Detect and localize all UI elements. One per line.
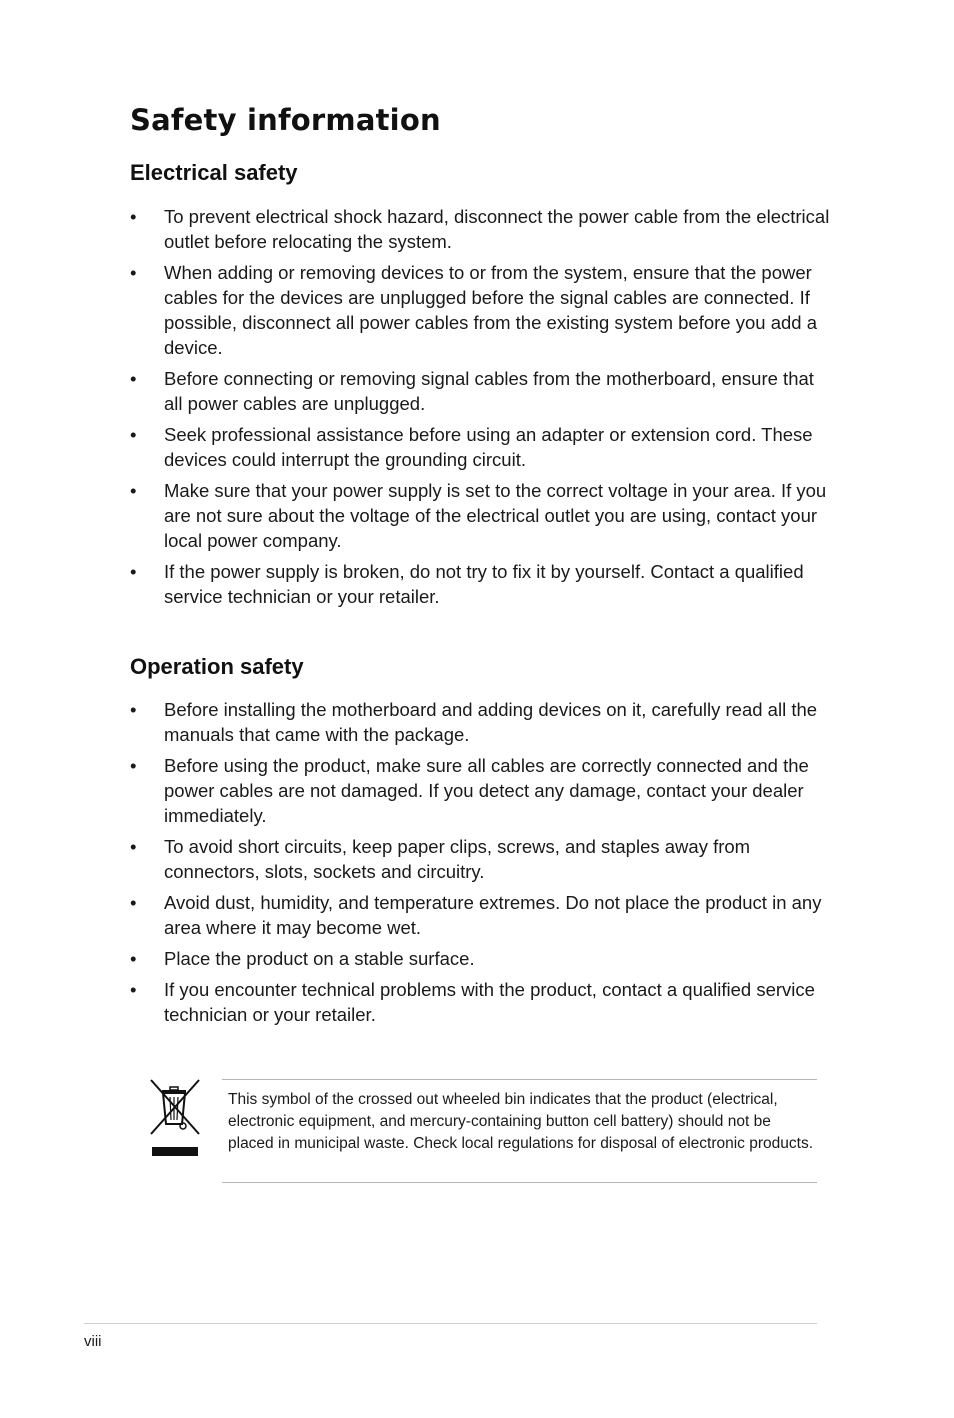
list-item	[130, 260, 830, 360]
list-item-text: Seek professional assistance before using an adapter or extension cord. These devices could interrupt the grounding circuit.	[164, 424, 813, 470]
bullet-icon: •	[130, 979, 137, 1000]
page-number: viii	[84, 1333, 102, 1350]
bullet-icon: •	[130, 480, 137, 501]
list-item	[130, 559, 830, 609]
bullet-icon: •	[130, 206, 137, 227]
electrical-safety-list	[130, 204, 830, 615]
list-item	[130, 834, 830, 884]
list-item	[130, 697, 830, 747]
crossed-out-wheeled-bin-icon	[148, 1078, 202, 1158]
list-item-text: Before connecting or removing signal cables from the motherboard, ensure that all power cables are unplugged.	[164, 368, 814, 414]
electrical-safety-heading: Electrical safety	[130, 160, 298, 185]
list-item-text: Avoid dust, humidity, and temperature extremes. Do not place the product in any area where it may become wet.	[164, 892, 822, 938]
list-item-text: Before installing the motherboard and adding devices on it, carefully read all the manuals that came with the package.	[164, 699, 818, 745]
footer-divider	[84, 1323, 817, 1324]
bullet-icon: •	[130, 561, 137, 582]
bullet-icon: •	[130, 262, 137, 283]
list-item-text: Make sure that your power supply is set to the correct voltage in your area. If you are not sure about the voltage of the electrical outlet you are using, contact your local power company.	[164, 480, 827, 551]
list-item	[130, 422, 830, 472]
bullet-icon: •	[130, 948, 137, 969]
operation-safety-heading: Operation safety	[130, 654, 304, 679]
bullet-icon: •	[130, 836, 137, 857]
bullet-icon: •	[130, 368, 137, 389]
list-item-text: Before using the product, make sure all cables are correctly connected and the power cables are not damaged. If you detect any damage, contact your dealer immediately.	[164, 755, 809, 826]
list-item-text: When adding or removing devices to or from the system, ensure that the power cables for the devices are unplugged before the signal cables are connected. If possible, disconnect all power cables from the existing system before you add a device.	[164, 262, 817, 358]
list-item-text: Place the product on a stable surface.	[164, 948, 475, 969]
disposal-note-text: This symbol of the crossed out wheeled bin indicates that the product (electrical, electronic equipment, and mercury-containing button cell battery) should not be placed in municipal waste. Check local regulations for disposal of electronic products.	[228, 1091, 813, 1152]
list-item	[130, 753, 830, 828]
list-item-text: To prevent electrical shock hazard, disconnect the power cable from the electrical outlet before relocating the system.	[164, 206, 830, 252]
list-item	[130, 977, 830, 1027]
bullet-icon: •	[130, 699, 137, 720]
list-item-text: If you encounter technical problems with the product, contact a qualified service technician or your retailer.	[164, 979, 815, 1025]
list-item	[130, 890, 830, 940]
disposal-note	[222, 1079, 817, 1183]
list-item-text: To avoid short circuits, keep paper clips, screws, and staples away from connectors, slots, sockets and circuitry.	[164, 836, 751, 882]
bullet-icon: •	[130, 424, 137, 445]
list-item	[130, 946, 830, 971]
list-item	[130, 366, 830, 416]
list-item	[130, 204, 830, 254]
list-item	[130, 478, 830, 553]
operation-safety-list	[130, 697, 830, 1033]
list-item-text: If the power supply is broken, do not try to fix it by yourself. Contact a qualified service technician or your retailer.	[164, 561, 804, 607]
page-title: Safety information	[130, 103, 441, 137]
bullet-icon: •	[130, 892, 137, 913]
bullet-icon: •	[130, 755, 137, 776]
